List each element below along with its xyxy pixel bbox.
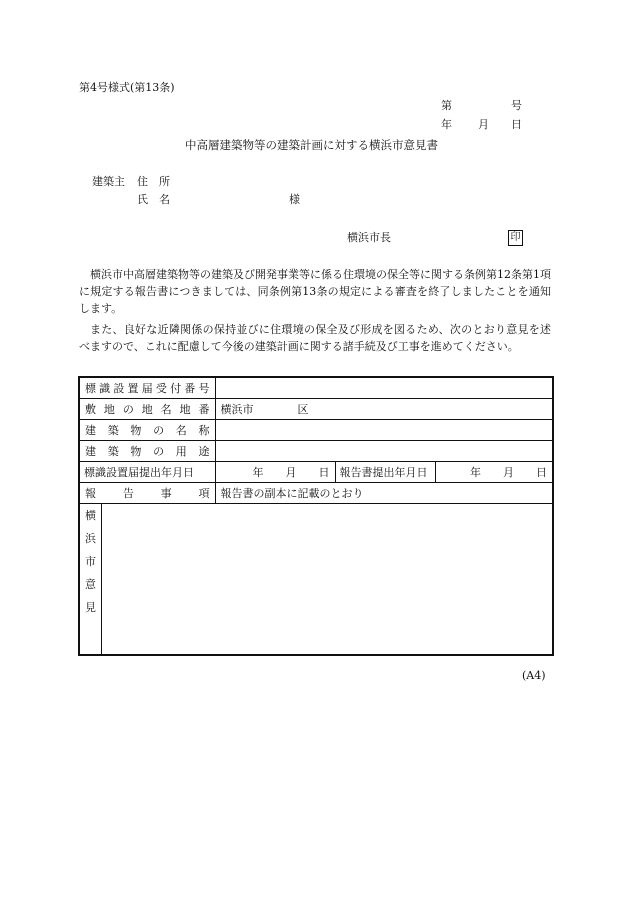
value-yokohama-opinion	[101, 504, 553, 656]
label-report-submission-date: 報告書提出年月日	[335, 462, 435, 483]
honorific: 様	[289, 193, 300, 206]
table-row	[79, 462, 553, 483]
table-row	[79, 420, 553, 441]
value-sign-submission-date: 年 月 日	[215, 462, 335, 483]
date-year: 年	[441, 118, 452, 131]
value-site-address: 横浜市 区	[215, 399, 553, 420]
date-month: 月	[478, 118, 489, 131]
value-sign-receipt-number	[215, 377, 553, 399]
label-site-address: 敷地の地名地番	[79, 399, 215, 420]
document-title: 中高層建築物等の建築計画に対する横浜市意見書	[185, 138, 438, 152]
paper-size: (A4)	[522, 669, 546, 682]
label-yokohama-opinion	[79, 504, 101, 656]
date-day: 日	[511, 118, 522, 131]
seal-mark: 印	[508, 230, 523, 246]
opinion-label-char: 意	[85, 578, 96, 591]
label-building-name: 建築物の名称	[79, 420, 215, 441]
opinion-label-char: 見	[85, 601, 96, 614]
value-report-submission-date: 年 月 日	[435, 462, 553, 483]
label-building-use: 建築物の用途	[79, 441, 215, 462]
doc-number-prefix: 第	[441, 99, 452, 112]
body-paragraph-2: また、良好な近隣関係の保持並びに住環境の保全及び形成を図るため、次のとおり意見を述べますので、これに配慮して今後の建築計画に関する諸手続及び工事を進めてください。	[79, 323, 551, 353]
label-sign-submission-date: 標識設置届提出年月日	[79, 462, 215, 483]
opinion-row	[79, 504, 553, 656]
opinion-form-table	[78, 376, 554, 656]
table-row	[79, 483, 553, 504]
value-building-use	[215, 441, 553, 462]
label-sign-receipt-number: 標識設置届受付番号	[79, 377, 215, 399]
table-row	[79, 441, 553, 462]
label-report-matters: 報告事項	[79, 483, 215, 504]
opinion-label-char: 横	[85, 509, 96, 522]
value-report-matters: 報告書の副本に記載のとおり	[215, 483, 553, 504]
body-paragraph-1: 横浜市中高層建築物等の建築及び開発事業等に係る住環境の保全等に関する条例第12条第1項に規定する報告書につきましては、同条例第13条の規定による審査を終了しましたことを通知します。	[79, 268, 551, 315]
table-row	[79, 399, 553, 420]
table-row	[79, 377, 553, 399]
doc-number-suffix: 号	[511, 99, 522, 112]
address-label: 住 所	[137, 175, 170, 188]
opinion-label-char: 市	[85, 555, 96, 568]
issuer-name: 横浜市長	[347, 231, 391, 244]
addressee-role: 建築主	[92, 175, 125, 188]
name-label: 氏 名	[137, 193, 170, 206]
opinion-label-char: 浜	[85, 532, 96, 545]
value-building-name	[215, 420, 553, 441]
form-number: 第4号様式(第13条)	[79, 81, 175, 94]
